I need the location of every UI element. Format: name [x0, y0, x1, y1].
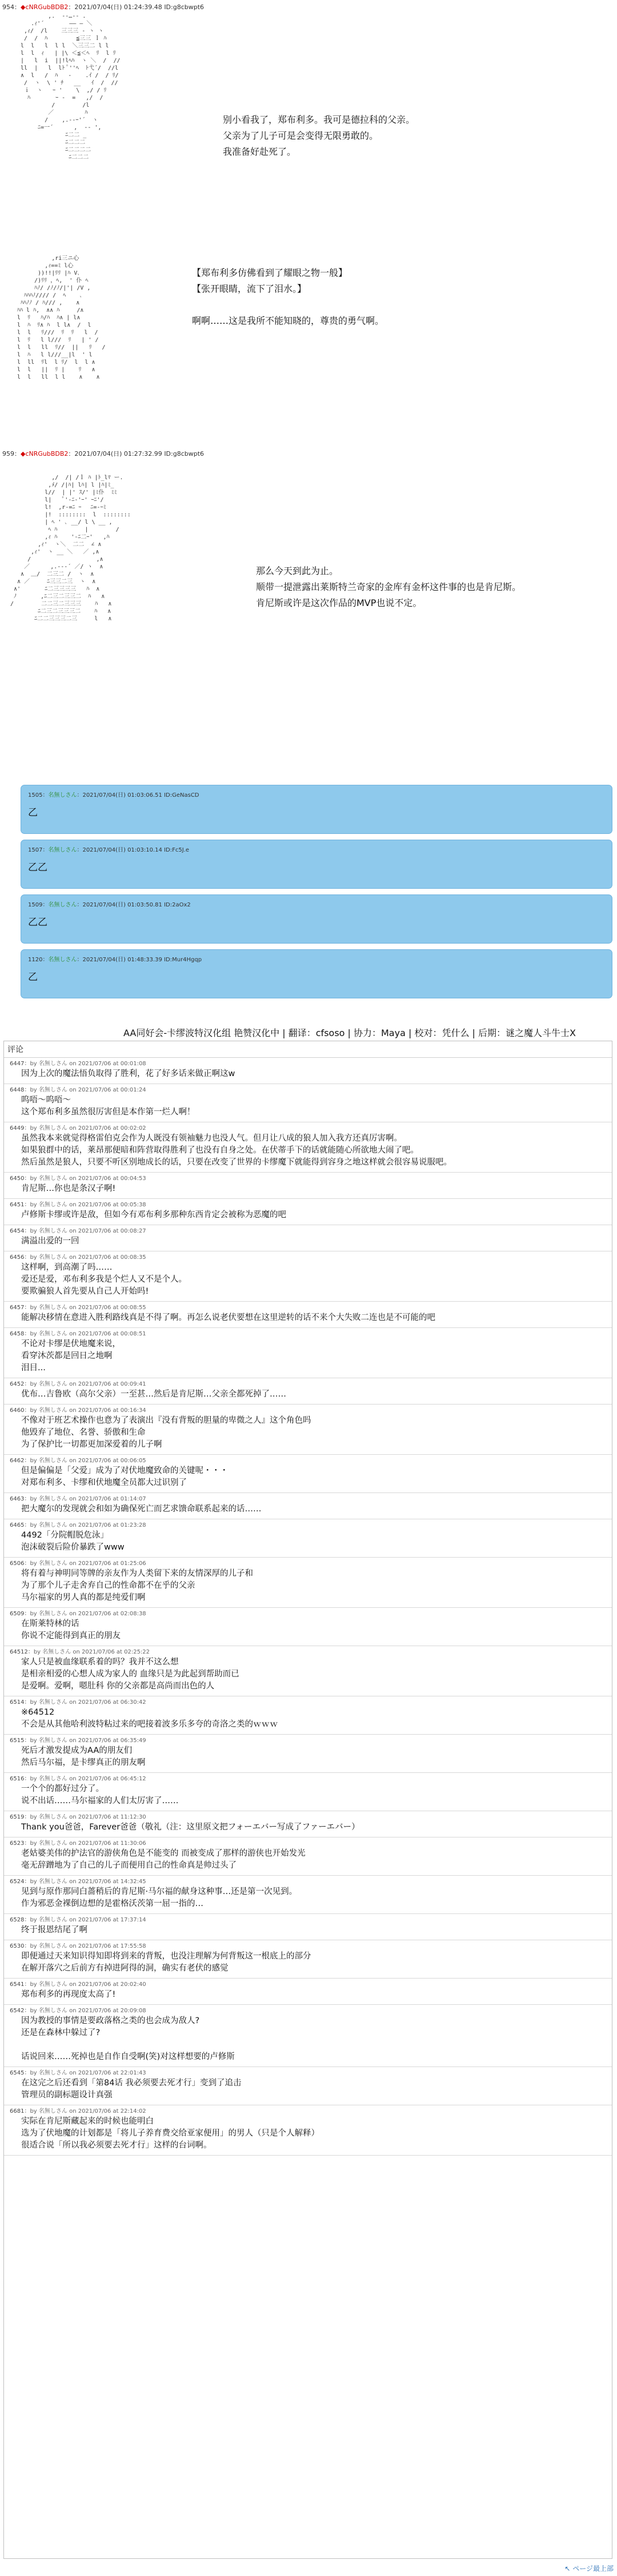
review-meta: by 名無しさん on 2021/07/06 at 00:04:53	[30, 1175, 146, 1182]
review-item	[4, 1811, 612, 1837]
review-header	[10, 2007, 606, 2015]
review-header	[10, 1457, 606, 1465]
review-text: 死后才激发提成为AA的朋友们 然后马尔福，是卡缪真正的朋友啊	[21, 1746, 146, 1767]
review-header	[10, 1227, 606, 1235]
comment-text: 乙	[28, 807, 38, 818]
review-meta: by 名無しさん on 2021/07/06 at 22:01:43	[30, 2070, 146, 2076]
review-meta: by 名無しさん on 2021/07/06 at 11:30:06	[30, 1840, 146, 1847]
review-meta: by 名無しさん on 2021/07/06 at 06:30:42	[30, 1699, 146, 1706]
poster-id: ID:g8cbwpt6	[164, 450, 205, 458]
review-item	[4, 1405, 612, 1455]
review-number[interactable]: 6452：	[10, 1381, 30, 1387]
ascii-art-dumbledore-smile: ,/ /| /ｌ ﾊ |ﾄ_lﾏ ー. ,ﾒ/ /|ﾊ| lﾊ| l |ﾊ|ﾐ_ l// | |' ｽ/' |ﾐ仆 ﾐﾐ l| ﾟ'-ﾆ-'ｰ' ｰﾆ'/ l! ,r-=ﾆ ｰ ﾆ=-ｰﾐ |! :::::::: l :::::::: | ﾍ ' ､ __/ l \ __ , ﾍ ﾊ | / ,ｨ ﾊ '-ﾆ二ｰ' ,ﾊ ,ｨ' ヽ＼ 二二 ∠ ∧ ,ｨ' ヽ __ ＼ ／ ,∧ / ,∧ ／ ,.-‐‐´ ／/ ヽ ∧ ∧ ＿/ 二三二 / ヽ ∧ ∧ ／ ﾆ三三二三 ヽ ∧ ∧' ﾆ二三三三三 ﾊ ∧ ﾉ ,ﾆ二三二三三二 ﾊ ∧ / 二二三二三三三 ﾊ ∧ ﾆ二三二三三三二 ﾊ ∧ ﾆ二二三三三二三 l ∧	[10, 475, 131, 622]
review-text: 将有着与神明同等牌的亲友作为人类留下来的友情深厚的儿子和 为了那个儿子走舍弃自己的性命都不在乎的父亲 马尔福家的男人真的都是纯爱们啊	[21, 1569, 253, 1602]
review-meta: by 名無しさん on 2021/07/06 at 00:01:08	[30, 1061, 146, 1067]
review-item	[4, 1251, 612, 1302]
review-number[interactable]: 6458：	[10, 1331, 30, 1337]
review-header	[10, 1981, 606, 1989]
review-number[interactable]: 6681：	[10, 2108, 30, 2114]
comment-header: 1507：名無しさん：2021/07/04(日) 01:03:10.14 ID:Fc5J.e	[28, 847, 189, 853]
review-header	[10, 1330, 606, 1338]
review-text: Thank you爸爸，Farever爸爸（敬礼（注：这里原文把フォーエバー写成了ファーエバー）	[21, 1823, 360, 1832]
review-item	[4, 1084, 612, 1122]
review-text: 在斯莱特林的话 你说不定能得到真正的朋友	[21, 1619, 121, 1640]
review-header	[10, 1381, 606, 1389]
review-text: 即便通过天来知识得知即将到来的背叛，也没注理解为何背叛这一根底上的部分 在解开落穴之后前方有掉进阿得的洞，确实有老伏的感觉	[21, 1952, 311, 1973]
review-item	[4, 1914, 612, 1940]
comment-header: 1120：名無しさん：2021/07/04(日) 01:48:33.39 ID:Mur4Hgqp	[28, 957, 202, 963]
review-header	[10, 1610, 606, 1618]
review-header	[10, 1878, 606, 1886]
review-text: 终于报恩结尾了啊	[21, 1925, 87, 1935]
review-header	[10, 1699, 606, 1707]
review-text: 呜唔～呜唔～ 这个郑布利多虽然很厉害但是本作第一烂人啊！	[21, 1096, 195, 1117]
review-meta: by 名無しさん on 2021/07/06 at 00:01:24	[30, 1087, 146, 1093]
review-header	[10, 1175, 606, 1183]
review-header	[10, 1060, 606, 1068]
post-caption: 那么今天到此为止。 顺带一提泄露出莱斯特兰奇家的金库有金杯这件事的也是肯尼斯。 肯尼斯或许是这次作品的MVP也说不定。	[256, 565, 522, 608]
comment-header: 1505：名無しさん：2021/07/04(日) 01:03:06.51 ID:GeNasCD	[28, 792, 199, 799]
translation-credits: AA同好会-卡缪波特汉化组 艳赞汉化中 | 翻译：cfsoso | 协力：Maya | 校对：凭什么 | 后期：谜之魔人斗牛士X	[123, 1028, 576, 1038]
review-text: 满溢出爱的一回	[21, 1237, 79, 1246]
review-text: 不论对卡缪是伏地魔来说， 看穿沐茨都是回日之地啊 泪目...	[21, 1339, 121, 1373]
review-item	[4, 2005, 612, 2067]
review-header	[10, 2108, 606, 2116]
review-meta: by 名無しさん on 2021/07/06 at 17:55:58	[30, 1943, 146, 1949]
review-text: ※64512 不会是从其他哈利波特粘过来的吧接着波多乐多夸的奇洛之类的ｗｗｗ	[21, 1708, 278, 1729]
review-text: 但是偏偏是「父爱」成为了对伏地魔致命的关键呢・・・ 对郑布利多、卡缪和伏地魔全员都大过识别了	[21, 1466, 229, 1487]
thread-comment	[21, 785, 612, 834]
review-text: 卢修斯卡缪或许是敌，但如今有邓布利多那种东西肯定会被称为恶魔的吧	[21, 1210, 286, 1219]
review-item	[4, 1837, 612, 1876]
review-item	[4, 1646, 612, 1696]
review-meta: by 名無しさん on 2021/07/06 at 06:35:49	[30, 1738, 146, 1744]
review-text: 把大魔尔的发现就会和如为确保死亡而艺求馈命联系起来的话……	[21, 1504, 262, 1514]
review-item	[4, 1173, 612, 1199]
review-header	[10, 1813, 606, 1821]
review-item	[4, 1519, 612, 1558]
review-meta: by 名無しさん on 2021/07/06 at 01:25:06	[30, 1560, 146, 1567]
review-number[interactable]: 6462：	[10, 1458, 30, 1464]
review-number[interactable]: 6514：	[10, 1699, 30, 1706]
review-item	[4, 1979, 612, 2005]
ascii-art-dumbledore: ,ri三ニ心 ,ｨ==ﾐ l心 ))!!|ﾘﾘ |ﾊ V､ /)ﾘﾘ ，ﾍ, ' 仆 ﾍ ﾊﾉ/ /ﾉ/ﾉ/|'| /V , ﾊﾊﾊﾉ//// / ﾍ ､ ﾊﾊﾉﾉ / ﾊ/// , ∧ ﾊﾊ l ﾊ, ∧∧ ﾊ /∧ l ﾘ ﾊ/ﾊ ﾊ∧ | l∧ l ﾊ ﾘ∧ ﾊ l l∧ / l l l ﾘ/// ﾘ ﾘ l / l ﾘ l l/// ﾘ | ' / l l ll ﾘ// || ﾘ / l ﾊ l l///__|l ' l l ll ﾘl l ﾘ/ l l ∧ l l || ﾘ | ﾘ ∧ l l ll l l ∧ ∧	[17, 255, 106, 380]
review-number[interactable]: 6523：	[10, 1840, 30, 1847]
reviews-list	[4, 1058, 612, 2156]
review-header	[10, 1522, 606, 1530]
review-text: 能解决移情在意进入胜利路线真是不得了啊。再怎么说老伏要想在这里逆转的话不来个大失败二连也是不可能的吧	[21, 1313, 435, 1322]
review-meta: by 名無しさん on 2021/07/06 at 01:23:28	[30, 1522, 146, 1528]
review-header	[10, 1775, 606, 1783]
post-datetime: 2021/07/04(日) 01:24:39.48	[74, 3, 162, 11]
thread-comment	[21, 894, 612, 944]
review-meta: by 名無しさん on 2021/07/06 at 01:14:07	[30, 1496, 146, 1502]
review-number[interactable]: 6515：	[10, 1738, 30, 1744]
review-text: 见到与原作那同白蔷稍后的肯尼斯·马尔福的献身这种事…还是第一次见到。 作为邪恶金裸倒边想的是霍格沃茨第一屈一指的…	[21, 1887, 298, 1908]
review-meta: by 名無しさん on 2021/07/06 at 20:02:40	[30, 1981, 146, 1988]
review-text: 这样啊，到高潮了吗…… 爱还是爱，邓布利多我是个烂人又不是个人。 要欺骗狼人首先要从自己人开始吗!	[21, 1263, 187, 1296]
review-item	[4, 1122, 612, 1173]
review-meta: by 名無しさん on 2021/07/06 at 02:08:38	[30, 1611, 146, 1617]
post-caption: 【郑布利多仿佛看到了耀眼之物一般】 【张开眼睛，流下了泪水。】 啊啊……这是我所不能知晓的，尊贵的勇气啊。	[192, 267, 384, 326]
review-number[interactable]: 6530：	[10, 1943, 30, 1949]
review-item	[4, 1378, 612, 1405]
post-header: 959：◆cNRGubBDB2：2021/07/04(日) 01:27:32.99 ID:g8cbwpt6	[2, 450, 205, 458]
poster-name[interactable]: ◆cNRGubBDB2	[21, 3, 69, 11]
comment-text: 乙乙	[28, 917, 47, 928]
review-number[interactable]: 6451：	[10, 1202, 30, 1208]
review-meta: by 名無しさん on 2021/07/06 at 17:37:14	[30, 1917, 146, 1923]
review-text: 4492「分院帽脱危泳」 泡沫破裂后险价暴跌了www	[21, 1531, 125, 1552]
ascii-art-lucius: ,. -‐…‐- . .ｨ'´ ―― ― ＼ ,ｨ/ /l 三三三 ‐ ヽ ヽ / / ﾊ ≦三三 ｌ ﾊ l l l l l ＼三三二 l l l l ｨ | |\ ＜≦＜ﾍ ﾘ l ﾘ | l i ||!lﾍﾊ ヽ ＼ / // ll | l lﾄ ﾟ''ﾍ ﾄ弋´/ //l ∧ l / ﾊ ‐ .ｲ / / ﾘ/ / ヽ \ ' ﾁ __ ｲ / // ｉ ヽ ｰ ' \ ,/ / ﾘ ﾊ ｰ - = ,/ / / /l ／ ﾊ / ,.-‐ｰ'´ ヽ ﾆ=一´ , -‐ ', ﾆ二二 _ ﾆ二二二 ﾆ二二二二 ﾆ二二二	[21, 13, 121, 161]
review-meta: by 名無しさん on 2021/07/06 at 06:45:12	[30, 1776, 146, 1782]
review-text: 家人只是被血缘联系着的吗？我并不这么想 是相亲相爱的心想人成为家人的 血缘只是为此起到帮助而已 是爱啊。爱啊，嗯肚科 你的父亲都是高尚而出色的人	[21, 1658, 239, 1691]
reviews-title: 评论	[4, 1041, 612, 1058]
review-item	[4, 1199, 612, 1225]
review-item	[4, 1773, 612, 1811]
review-text: 因为上次的魔法悟负取得了胜利，花了好多话来做正啊这w	[21, 1069, 235, 1078]
comment-text: 乙乙	[28, 862, 47, 873]
review-item	[4, 1455, 612, 1493]
review-number[interactable]: 6465：	[10, 1522, 30, 1528]
review-meta: by 名無しさん on 2021/07/06 at 00:02:02	[30, 1125, 146, 1131]
review-meta: by 名無しさん on 2021/07/06 at 00:08:55	[30, 1305, 146, 1311]
review-text: 因为教授的事情是要政落格之类的也会成为敌人? 还是在森林中躲过了? 话说回来……死掉也是自作自受啊(笑)对这样想要的卢修斯	[21, 2016, 235, 2061]
review-number[interactable]: 6541：	[10, 1981, 30, 1988]
review-text: 虽然我本来就觉得格雷伯克会作为人既没有领袖魅力也没人气。但月让八成的狼人加入我方还真厉害啊。 如果狼群中的话，莱昂那便暗和阵营取得胜利了也没有自身之处。在伏蒂手下的话就能随心所欲地大闹了吧。 然后虽然是狼人，只要不听区别地成长的话，只要在改变了世界的卡缪魔下就能得到容身之地这样就会很容易说服吧。	[21, 1134, 452, 1167]
review-text: 实际在肯尼斯藏起来的时候也能明白 选为了伏地魔的计划都是「将儿子养育费交给亚家便用」的男人（只是个人解释） 很适合说「所以我必须要去死才行」这样的台词啊。	[21, 2117, 319, 2150]
review-text: 郑布利多的再现度太高了!	[21, 1990, 116, 1999]
review-number[interactable]: 6528：	[10, 1917, 30, 1923]
review-number[interactable]: 6542：	[10, 2008, 30, 2014]
review-item	[4, 1696, 612, 1735]
review-header	[10, 1201, 606, 1209]
review-text: 在这完之后还看到「第84话 我必须要去死才行」变到了追击 管理员的副标题设计真强	[21, 2079, 242, 2100]
review-meta: by 名無しさん on 2021/07/06 at 22:14:02	[30, 2108, 146, 2114]
review-number[interactable]: 6456：	[10, 1254, 30, 1261]
review-header	[10, 1304, 606, 1312]
review-item	[4, 1608, 612, 1646]
review-header	[10, 1125, 606, 1133]
review-item	[4, 2105, 612, 2156]
review-item	[4, 1876, 612, 1914]
review-number[interactable]: 6506：	[10, 1560, 30, 1567]
review-number[interactable]: 6450：	[10, 1175, 30, 1182]
review-item	[4, 1225, 612, 1251]
review-number[interactable]: 6457：	[10, 1305, 30, 1311]
review-meta: by 名無しさん on 2021/07/06 at 00:16:34	[30, 1407, 146, 1414]
reviews-section	[3, 1041, 612, 2559]
review-number[interactable]: 6519：	[10, 1814, 30, 1820]
thread-comment	[21, 840, 612, 889]
poster-id: ID:g8cbwpt6	[164, 3, 205, 11]
review-header	[10, 1560, 606, 1568]
review-number[interactable]: 6447：	[10, 1061, 30, 1067]
review-meta: by 名無しさん on 2021/07/06 at 00:06:05	[30, 1458, 146, 1464]
post-header: 954：◆cNRGubBDB2：2021/07/04(日) 01:24:39.48 ID:g8cbwpt6	[2, 3, 205, 11]
review-header	[10, 1943, 606, 1951]
review-number[interactable]: 6463：	[10, 1496, 30, 1502]
review-item	[4, 1940, 612, 1979]
review-item	[4, 1735, 612, 1773]
review-number[interactable]: 6516：	[10, 1776, 30, 1782]
review-item	[4, 1302, 612, 1328]
comment-header: 1509：名無しさん：2021/07/04(日) 01:03:50.81 ID:2aOx2	[28, 902, 191, 908]
post-number: 959	[2, 450, 14, 458]
review-header	[10, 1086, 606, 1094]
review-number[interactable]: 6545：	[10, 2070, 30, 2076]
review-meta: by 名無しさん on 2021/07/06 at 00:08:27	[30, 1228, 146, 1234]
review-text: 肯尼斯…你也是条汉子啊!	[21, 1184, 116, 1193]
review-meta: by 名無しさん on 2021/07/06 at 20:09:08	[30, 2008, 146, 2014]
review-number[interactable]: 6524：	[10, 1879, 30, 1885]
review-item	[4, 1493, 612, 1519]
post-caption: 别小看我了，郑布利多。我可是德拉科的父亲。 父亲为了儿子可是会变得无限勇敢的。 我准备好赴死了。	[223, 114, 415, 157]
review-meta: by 名無しさん on 2021/07/06 at 00:08:35	[30, 1254, 146, 1261]
review-number[interactable]: 6454：	[10, 1228, 30, 1234]
review-number[interactable]: 64512：	[10, 1649, 34, 1655]
thread-comment	[21, 949, 612, 998]
review-meta: by 名無しさん on 2021/07/06 at 00:08:51	[30, 1331, 146, 1337]
review-header	[10, 1840, 606, 1848]
review-item	[4, 1328, 612, 1378]
poster-name[interactable]: ◆cNRGubBDB2	[21, 450, 69, 458]
review-item	[4, 1558, 612, 1608]
review-meta: by 名無しさん on 2021/07/06 at 02:25:22	[33, 1649, 150, 1655]
review-header	[10, 1495, 606, 1503]
post-datetime: 2021/07/04(日) 01:27:32.99	[74, 450, 162, 458]
review-header	[10, 1648, 606, 1656]
review-header	[10, 1254, 606, 1262]
review-number[interactable]: 6460：	[10, 1407, 30, 1414]
review-number[interactable]: 6509：	[10, 1611, 30, 1617]
review-item	[4, 1058, 612, 1084]
review-item	[4, 2067, 612, 2105]
review-text: 一个个的都好过分了。 说不出话……马尔福家的人们太厉害了……	[21, 1784, 179, 1805]
review-header	[10, 2069, 606, 2077]
review-meta: by 名無しさん on 2021/07/06 at 00:09:41	[30, 1381, 146, 1387]
review-meta: by 名無しさん on 2021/07/06 at 11:12:30	[30, 1814, 146, 1820]
review-meta: by 名無しさん on 2021/07/06 at 00:05:38	[30, 1202, 146, 1208]
post-number: 954	[2, 3, 14, 11]
review-header	[10, 1916, 606, 1924]
back-to-top-link[interactable]: ↖ ページ最上部	[564, 2565, 614, 2573]
review-header	[10, 1737, 606, 1745]
comment-text: 乙	[28, 972, 38, 983]
review-text: 优布…吉鲁欧（高尔父亲）一至甚…然后是肯尼斯…父亲全都死掉了……	[21, 1390, 286, 1399]
review-header	[10, 1407, 606, 1415]
review-meta: by 名無しさん on 2021/07/06 at 14:32:45	[30, 1879, 146, 1885]
review-number[interactable]: 6448：	[10, 1087, 30, 1093]
review-number[interactable]: 6449：	[10, 1125, 30, 1131]
review-text: 老姑婆美伟的护法官的游侠角色是不能变的 而被变成了那样的游侠也开始发光 毫无辞蹭地为了自己的儿子而便用自己的性命真是帅过头了	[21, 1849, 306, 1870]
review-text: 不像对于班艺术操作也意为了表演出『没有背叛的胆量的卑微之人』这个角色吗 他毁弃了地位、名誉、骄傲和生命 为了保护比一切都更加深爱着的儿子啊	[21, 1416, 311, 1449]
